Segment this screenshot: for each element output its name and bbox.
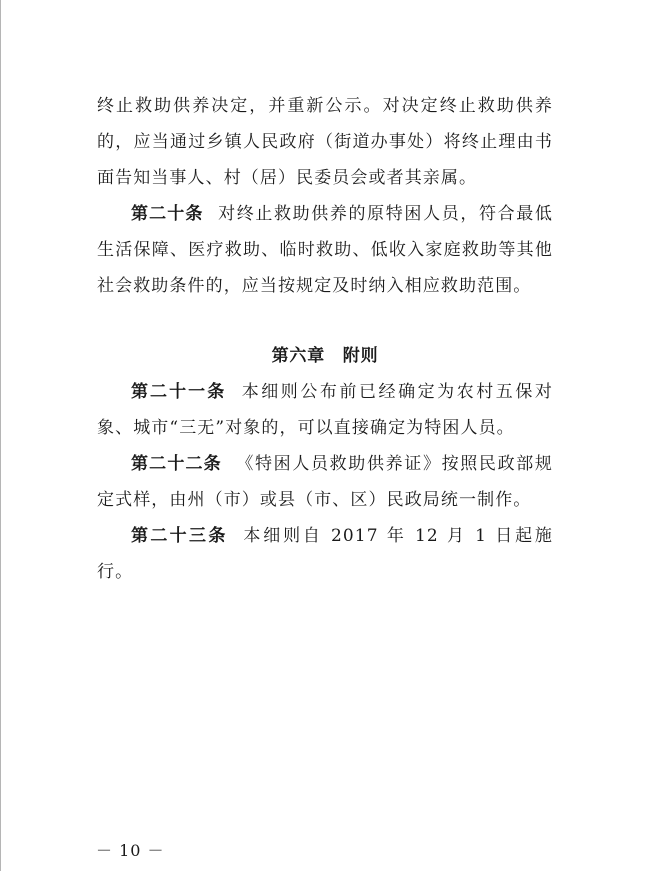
article-text: 本细则自 2017 年 12 月 1 日起施行。 (97, 526, 553, 582)
document-body (97, 88, 553, 590)
page-number: － 10 － (96, 841, 165, 860)
article-label: 第二十一条 (131, 382, 227, 402)
chapter-heading: 第六章 附则 (271, 346, 379, 366)
article-text: 对终止救助供养的原特困人员，符合最低生活保障、医疗救助、临时救助、低收入家庭救助等其他社会救助条件的，应当按规定及时纳入相应救助范围。 (97, 204, 553, 296)
continuation-paragraph: 终止救助供养决定，并重新公示。对决定终止救助供养的，应当通过乡镇人民政府（街道办事处）将终止理由书面告知当事人、村（居）民委员会或者其亲属。 (97, 96, 553, 188)
article-text: 《特困人员救助供养证》按照民政部规定式样，由州（市）或县（市、区）民政局统一制作。 (97, 454, 553, 510)
article-label: 第二十二条 (131, 454, 222, 474)
article-20 (97, 196, 553, 304)
article-23 (97, 518, 553, 590)
article-22 (97, 446, 553, 518)
article-21 (97, 374, 553, 446)
article-label: 第二十条 (131, 204, 204, 224)
article-label: 第二十三条 (131, 526, 228, 546)
page-left-edge (0, 0, 1, 871)
article-text: 本细则公布前已经确定为农村五保对象、城市“三无”对象的，可以直接确定为特困人员。 (97, 382, 554, 438)
